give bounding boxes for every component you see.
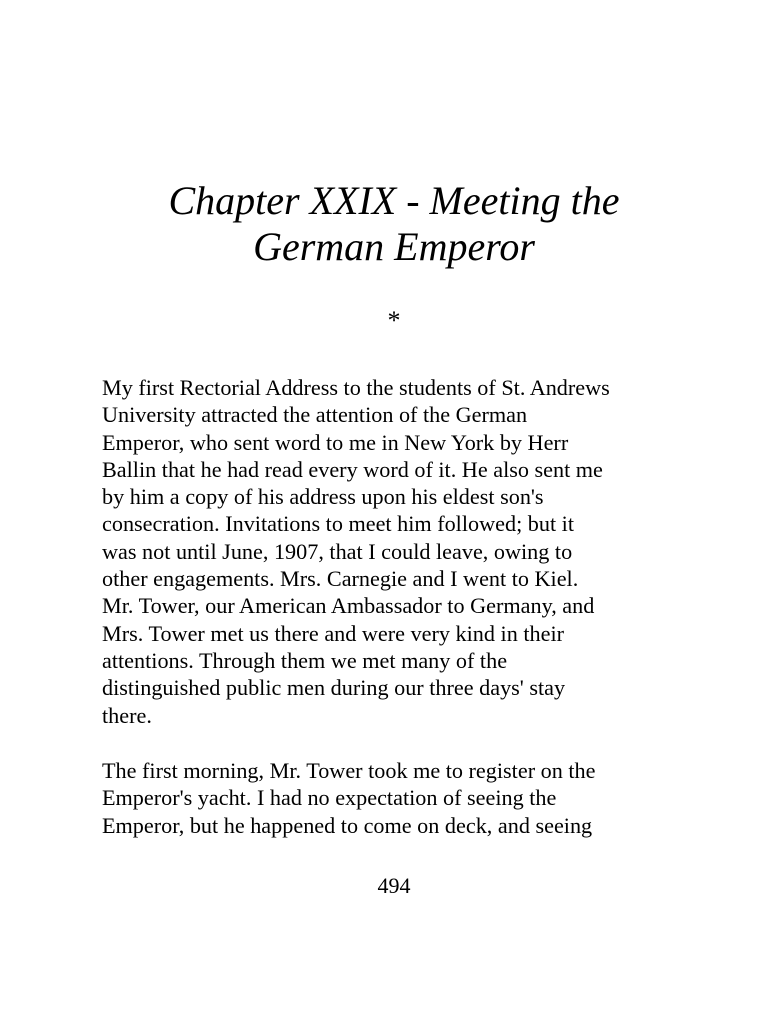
chapter-title-line: German Emperor bbox=[253, 224, 535, 269]
text-line: Ballin that he had read every word of it. He also sent me bbox=[102, 456, 603, 482]
text-line: Mr. Tower, our American Ambassador to Germany, and bbox=[102, 593, 595, 619]
text-line: by him a copy of his address upon his eldest son's bbox=[102, 484, 544, 510]
text-line: consecration. Invitations to meet him followed; but it bbox=[102, 511, 575, 537]
text-line: University attracted the attention of the German bbox=[102, 402, 528, 428]
text-line: Mrs. Tower met us there and were very kind in their bbox=[102, 620, 564, 646]
text-line: Emperor, but he happened to come on deck, and seeing bbox=[102, 812, 593, 838]
text-line: was not until June, 1907, that I could leave, owing to bbox=[102, 538, 573, 564]
section-separator: * bbox=[387, 306, 401, 335]
text-line: distinguished public men during our three days' stay bbox=[102, 675, 566, 701]
paragraph bbox=[102, 374, 702, 729]
page-number: 494 bbox=[377, 873, 411, 898]
chapter-title bbox=[60, 178, 728, 270]
text-line: attentions. Through them we met many of the bbox=[102, 647, 508, 673]
text-line: Emperor's yacht. I had no expectation of seeing the bbox=[102, 785, 557, 811]
text-line: other engagements. Mrs. Carnegie and I went to Kiel. bbox=[102, 566, 579, 592]
paragraph bbox=[102, 757, 702, 839]
text-line: Emperor, who sent word to me in New York by Herr bbox=[102, 429, 569, 455]
text-line: My first Rectorial Address to the students of St. Andrews bbox=[102, 375, 610, 400]
chapter-title-line: Chapter XXIX - Meeting the bbox=[168, 178, 620, 223]
text-line: The first morning, Mr. Tower took me to register on the bbox=[102, 758, 596, 783]
text-line: there. bbox=[102, 702, 152, 728]
